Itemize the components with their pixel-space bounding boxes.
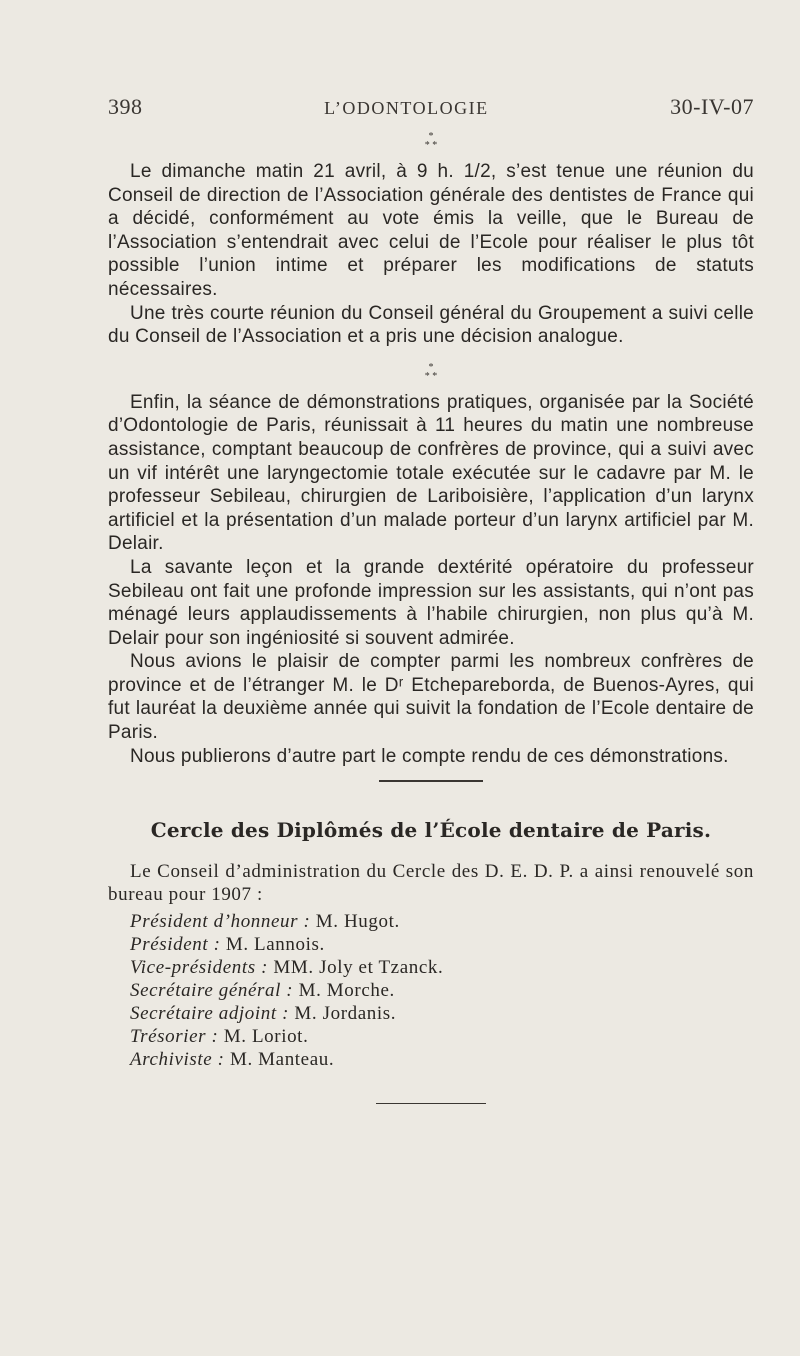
officer-entry — [130, 910, 754, 933]
paragraph: Le dimanche matin 21 avril, à 9 h. 1/2, s’est tenue une réunion du Conseil de direction de l’Association générale des dentistes de France qui a décidé, conformément au vote émis la veille, que le Bureau de l’Association s’entendrait avec celui de l’Ecole pour réaliser le plus tôt possible l’union intime et préparer les modifications de statuts nécessaires. — [108, 161, 754, 300]
paragraph: Enfin, la séance de démonstrations pratiques, organisée par la Société d’Odontologie de Paris, réunissait à 11 heures du matin une nombreuse assistance, comptant beaucoup de confrères de province, qui a suivi avec un vif intérêt une laryngectomie totale exécutée sur le cadavre par M. le professeur Sebileau, chirurgien de Lariboisière, l’application d’un larynx artificiel et la présentation d’un malade porteur d’un larynx artificiel par M. Delair. — [108, 391, 754, 555]
paragraph: Une très courte réunion du Conseil général du Groupement a suivi celle du Conseil de l’Association et a pris une décision analogue. — [108, 302, 754, 348]
document-page — [108, 94, 754, 1104]
officer-role: Archiviste : — [130, 1049, 225, 1071]
section-title: Cercle des Diplômés de l’École dentaire de Paris. — [150, 818, 712, 843]
asterism-top: * — [428, 361, 434, 373]
officer-name: M. Morche. — [298, 980, 395, 1002]
officer-entry — [130, 1025, 754, 1048]
paragraph: La savante leçon et la grande dextérité opératoire du professeur Sebileau ont fait une profonde impression sur les assistants, qui n’ont pas ménagé leurs applaudissements à l’habile chirurgien, non plus qu’à M. Delair pour son ingéniosité si souvent admirée. — [108, 556, 754, 649]
section-divider — [379, 780, 483, 782]
page-number: 398 — [108, 94, 143, 119]
officer-name: M. Manteau. — [229, 1049, 335, 1071]
asterism-bottom: * * — [424, 370, 438, 382]
asterism-top: * — [428, 131, 434, 142]
officer-name: M. Lannois. — [225, 934, 325, 956]
officer-name: M. Loriot. — [223, 1026, 309, 1048]
officer-name: MM. Joly et Tzanck. — [273, 957, 444, 979]
officer-entry — [130, 956, 754, 979]
officer-entry — [130, 1002, 754, 1025]
officer-name: M. Hugot. — [315, 911, 400, 933]
officer-role: Vice-présidents : — [130, 957, 269, 979]
running-header — [108, 94, 754, 120]
journal-title: L’ODONTOLOGIE — [324, 98, 489, 118]
officer-entry — [130, 1048, 754, 1071]
paragraph: Nous publierons d’autre part le compte rendu de ces démonstrations. — [130, 745, 729, 767]
officer-role: Trésorier : — [130, 1026, 219, 1048]
officer-role: Secrétaire général : — [130, 980, 294, 1002]
asterism-bottom: * * — [424, 140, 438, 151]
asterism-separator — [108, 363, 754, 381]
officer-name: M. Jordanis. — [294, 1003, 397, 1025]
officer-list — [130, 910, 754, 1071]
officer-entry — [130, 979, 754, 1002]
officer-role: Président d’honneur : — [130, 911, 311, 933]
end-divider — [376, 1103, 486, 1104]
officer-role: Président : — [130, 934, 221, 956]
paragraph: Nous avions le plaisir de compter parmi les nombreux confrères de province et de l’étranger M. le Dʳ Etchepareborda, de Buenos-Ayres, qui fut lauréat la deuxième année qui suivit la fondation de l’Ecole dentaire de Paris. — [108, 651, 754, 744]
officer-entry — [130, 933, 754, 956]
officer-role: Secrétaire adjoint : — [130, 1003, 290, 1025]
asterism-separator — [108, 132, 754, 150]
section-intro: Le Conseil d’administration du Cercle des D. E. D. P. a ainsi renouvelé son bureau pour 1907 : — [108, 861, 754, 906]
issue-date: 30-IV-07 — [670, 94, 754, 119]
